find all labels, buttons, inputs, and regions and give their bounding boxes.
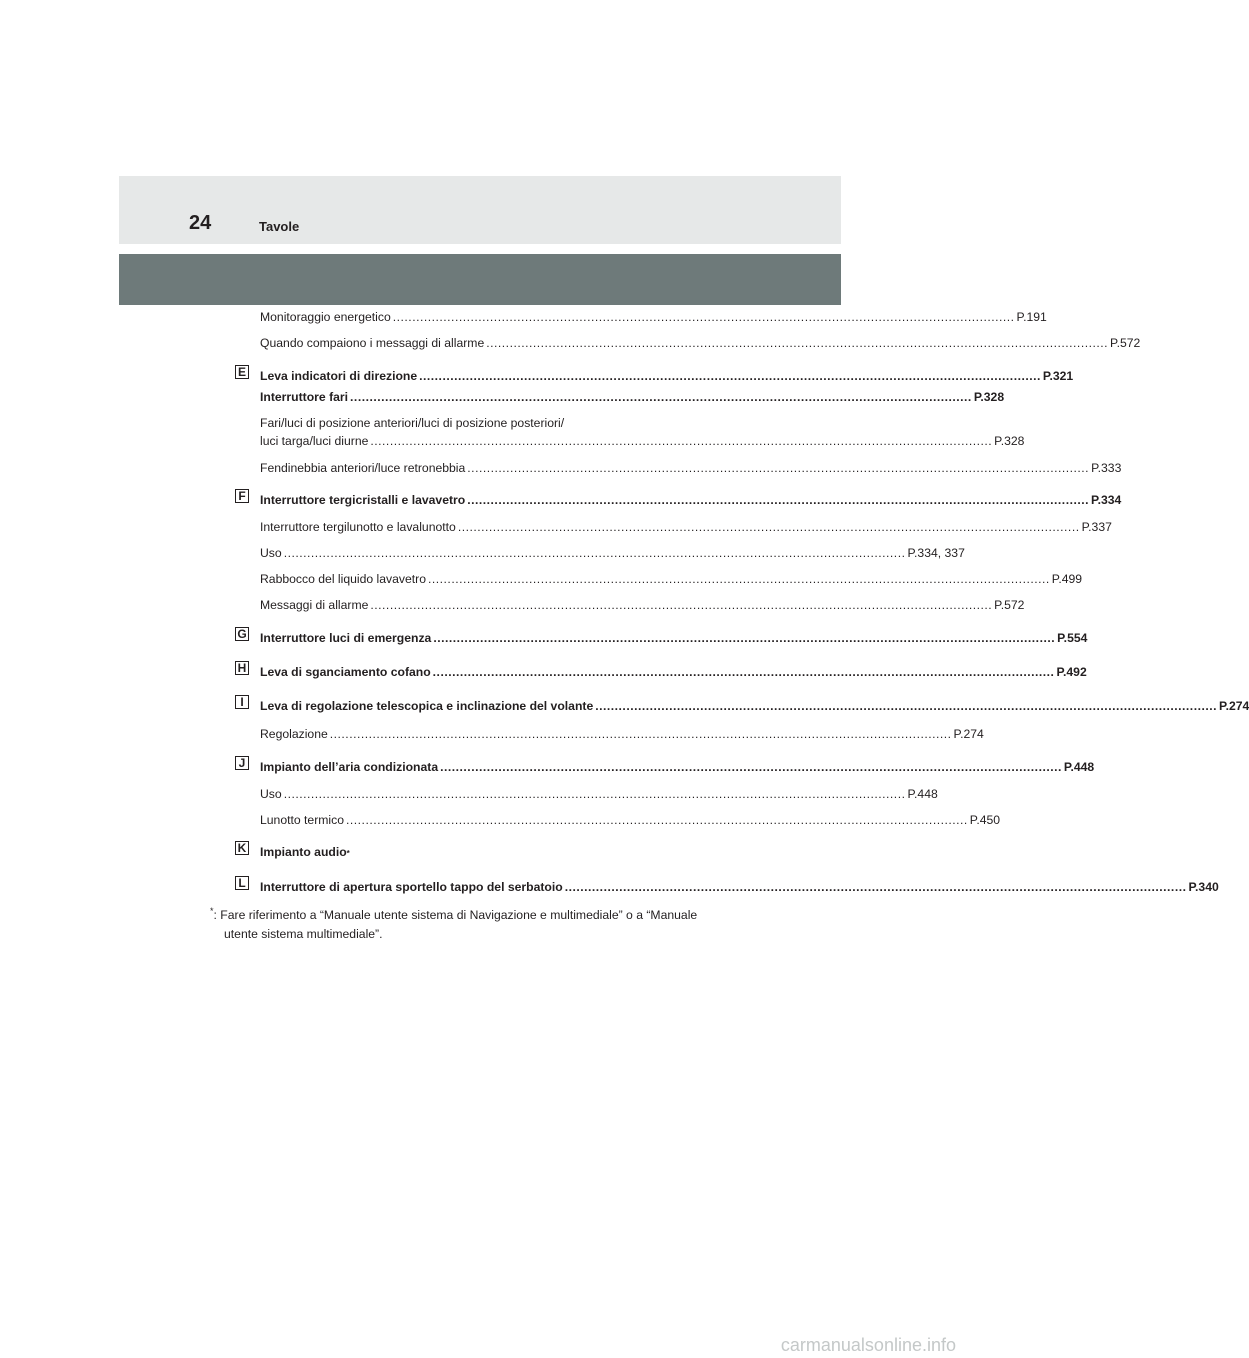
footnote-line-2: utente sistema multimediale”. [224, 927, 383, 942]
index-entry [260, 845, 722, 861]
entry-page-ref: P.274 [1219, 699, 1249, 713]
entry-text: Interruttore tergicristalli e lavavetro [260, 493, 466, 507]
page-number: 24 [189, 212, 212, 234]
entry-page-ref: P.450 [969, 813, 1001, 827]
page-header [119, 176, 841, 244]
entry-page-ref: P.499 [1051, 572, 1083, 586]
index-entry [260, 546, 965, 561]
index-entry [260, 813, 1001, 828]
entry-page-ref: P.274 [953, 727, 984, 741]
footnote [210, 902, 750, 944]
index-entry [260, 699, 1249, 714]
entry-text: Leva indicatori di direzione [260, 369, 418, 383]
entry-page-ref: P.554 [1057, 631, 1088, 645]
section-marker: J [235, 756, 249, 770]
section-marker: F [235, 489, 249, 503]
entry-text: Fari/luci di posizione anteriori/luci di posizione posteriori/ [260, 416, 565, 430]
leader-dots: ................................................................................................................................................................ [564, 880, 1187, 894]
entry-page-ref: P.191 [1016, 310, 1047, 324]
entry-page-ref: P.340 [1188, 880, 1219, 894]
footnote-mark: * [210, 906, 214, 916]
leader-dots: ................................................................................................................................................................ [486, 336, 1109, 350]
leader-dots: ................................................................................................................................................................ [467, 493, 1090, 507]
entry-text: Messaggi di allarme [260, 598, 369, 612]
entry-page-ref: P.321 [1042, 369, 1074, 383]
leader-dots: ................................................................................................................................................................ [428, 572, 1050, 586]
index-entry [260, 665, 1087, 680]
leader-dots: ................................................................................................................................................................ [283, 787, 906, 801]
entry-text: Interruttore fari [260, 390, 349, 404]
entry-text: Interruttore di apertura sportello tappo del serbatoio [260, 880, 563, 894]
leader-dots: ................................................................................................................................................................ [370, 598, 993, 612]
section-marker: I [235, 695, 249, 709]
entry-text: Uso [260, 787, 282, 801]
entry-text: Lunotto termico [260, 813, 345, 827]
section-marker: L [235, 876, 249, 890]
leader-dots: ................................................................................................................................................................ [419, 369, 1041, 383]
index-entry [260, 390, 1005, 405]
index-entry [260, 572, 1083, 587]
index-entry [260, 787, 938, 802]
index-entry [260, 461, 1122, 476]
leader-dots: ................................................................................................................................................................ [457, 520, 1080, 534]
entry-text: Fendinebbia anteriori/luce retronebbia [260, 461, 466, 475]
entry-page-ref: P.334 [1091, 493, 1122, 507]
index-entry [260, 493, 1122, 508]
entry-text: Interruttore tergilunotto e lavalunotto [260, 520, 456, 534]
section-band [119, 254, 841, 305]
index-entry [260, 880, 1219, 895]
index-entry [260, 598, 1025, 613]
entry-page-ref: P.572 [1110, 336, 1141, 350]
leader-dots: ................................................................................................................................................................ [370, 434, 993, 448]
entry-text: Impianto dell’aria condizionata [260, 760, 439, 774]
page-title: Tavole [259, 219, 300, 234]
index-entry [260, 369, 1074, 384]
entry-text: Regolazione [260, 727, 328, 741]
entry-text: Interruttore luci di emergenza [260, 631, 432, 645]
entry-text: Rabbocco del liquido lavavetro [260, 572, 426, 586]
entry-text: Leva di sganciamento cofano [260, 665, 431, 679]
section-marker: H [235, 661, 249, 675]
section-marker: K [235, 841, 249, 855]
entry-page-ref: P.572 [994, 598, 1025, 612]
index-entry [260, 336, 1141, 351]
index-entry [260, 727, 984, 742]
index-entry [260, 416, 722, 431]
entry-page-ref: P.448 [1063, 760, 1095, 774]
section-marker: E [235, 365, 249, 379]
entry-page-ref: P.337 [1081, 520, 1112, 534]
entry-page-ref: P.333 [1091, 461, 1122, 475]
leader-dots: ................................................................................................................................................................ [433, 631, 1056, 645]
leader-dots: ................................................................................................................................................................ [329, 727, 952, 741]
index-entry [260, 520, 1112, 535]
entry-text: Uso [260, 546, 282, 560]
entry-footnote-mark: * [346, 849, 350, 858]
entry-page-ref: P.328 [994, 434, 1025, 448]
entry-page-ref: P.334, 337 [907, 546, 965, 560]
entry-page-ref: P.448 [907, 787, 938, 801]
leader-dots: ................................................................................................................................................................ [392, 310, 1015, 324]
leader-dots: ................................................................................................................................................................ [283, 546, 906, 560]
entry-text: Monitoraggio energetico [260, 310, 391, 324]
index-entry [260, 760, 1095, 775]
index-entry [260, 434, 1025, 449]
entry-text: Impianto audio [260, 845, 347, 859]
entry-page-ref: P.492 [1056, 665, 1087, 679]
section-marker: G [235, 627, 249, 641]
leader-dots: ................................................................................................................................................................ [350, 390, 972, 404]
leader-dots: ................................................................................................................................................................ [432, 665, 1055, 679]
index-entry [260, 631, 1088, 646]
leader-dots: ................................................................................................................................................................ [595, 699, 1218, 713]
watermark: carmanualsonline.info [780, 1335, 956, 1355]
leader-dots: ................................................................................................................................................................ [440, 760, 1062, 774]
entry-text: Quando compaiono i messaggi di allarme [260, 336, 485, 350]
leader-dots: ................................................................................................................................................................ [346, 813, 968, 827]
footnote-line-1: : Fare riferimento a “Manuale utente sistema di Navigazione e multimediale” o a “Manuale [213, 908, 698, 923]
entry-text: luci targa/luci diurne [260, 434, 369, 448]
index-entry [260, 310, 1047, 325]
leader-dots: ................................................................................................................................................................ [467, 461, 1090, 475]
entry-page-ref: P.328 [973, 390, 1005, 404]
entry-text: Leva di regolazione telescopica e inclinazione del volante [260, 699, 594, 713]
